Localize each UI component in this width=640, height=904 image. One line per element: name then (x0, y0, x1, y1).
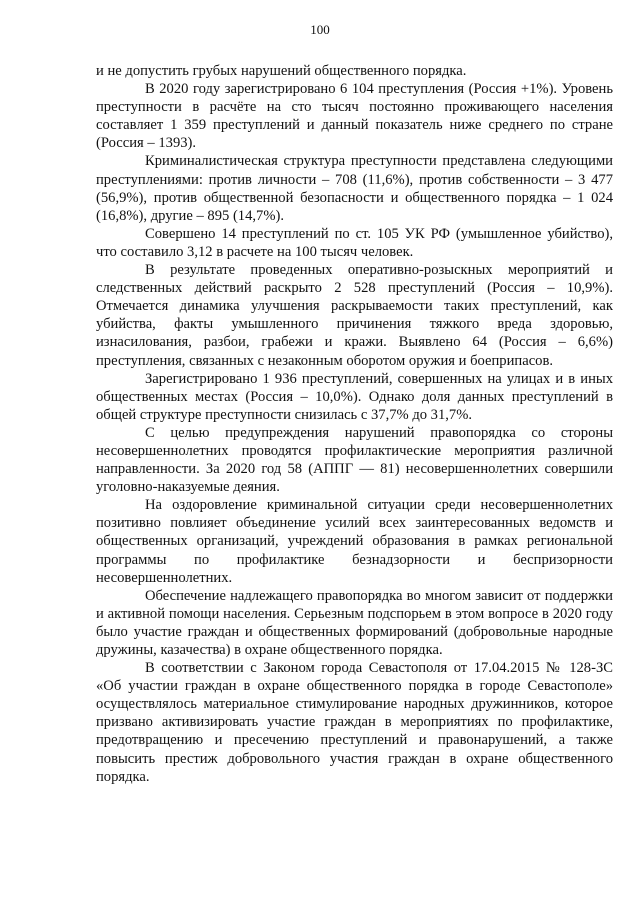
paragraph-solved-crimes: В результате проведенных оперативно-розыскных мероприятий и следственных действий раскрыто 2 528 преступлений (Россия – 10,9%). Отмечается динамика улучшения раскрываемости таких преступлений, как убийства, факты умышленного причинения тяжкого вреда здоровью, изнасилования, разбои, грабежи и кражи. Выявлено 64 (Россия – 6,6%) преступления, связанных с незаконным оборотом оружия и боеприпасов. (96, 262, 613, 369)
paragraph-street-crimes: Зарегистрировано 1 936 преступлений, совершенных на улицах и в иных общественных местах (Россия – 10,0%). Однако доля данных преступлений в общей структуре преступности снизилась с 37,7% до 31,7%. (96, 370, 613, 423)
paragraph-continuation: и не допустить грубых нарушений общественного порядка. (96, 63, 467, 79)
paragraph-crime-structure: Криминалистическая структура преступности представлена следующими преступлениями: против личности – 708 (11,6%), против собственности – 3 477 (56,9%), против общественной безопасности и общественного порядка – 1 024 (16,8%), другие – 895 (14,7%). (96, 153, 613, 224)
paragraph-juvenile-prevention: С целью предупреждения нарушений правопорядка со стороны несовершеннолетних проводятся профилактические мероприятия различной направленности. За 2020 год 58 (АППГ — 81) несовершеннолетних совершили уголовно-наказуемые деяния. (96, 424, 613, 496)
paragraph-public-support: Обеспечение надлежащего правопорядка во многом зависит от поддержки и активной помощи населения. Серьезным подспорьем в этом вопросе в 2020 году было участие граждан и общественных формирований (добровольные народные дружины, казачества) в охране общественного порядка. (96, 587, 613, 658)
paragraph-juvenile-program: На оздоровление криминальной ситуации среди несовершеннолетних позитивно повлияет объединение усилий всех заинтересованных ведомств и общественных организаций, учреждений образования в рамках региональной программы по профилактике безнадзорности и беспризорности несовершеннолетних. (96, 497, 613, 586)
page-number: 100 (310, 22, 330, 37)
paragraph-murders: Совершено 14 преступлений по ст. 105 УК РФ (умышленное убийство), что составило 3,12 в расчете на 100 тысяч человек. (96, 225, 613, 260)
paragraph-crime-registration: В 2020 году зарегистрировано 6 104 преступления (Россия +1%). Уровень преступности в расчёте на сто тысяч постоянно проживающего населения составляет 1 359 преступлений и данный показатель ниже среднего по стране (Россия – 1393). (96, 81, 613, 152)
document-body (96, 62, 613, 786)
paragraph-sevastopol-law: В соответствии с Законом города Севастополя от 17.04.2015 № 128-ЗС «Об участии граждан в охране общественного порядка в городе Севастополе» осуществлялось материальное стимулирование народных дружинников, которое призвано активизировать участие граждан в мероприятиях по профилактике, предотвращению и пресечению преступлений и правонарушений, а также повысить престиж добровольного участия граждан в охране общественного порядка. (96, 660, 613, 785)
